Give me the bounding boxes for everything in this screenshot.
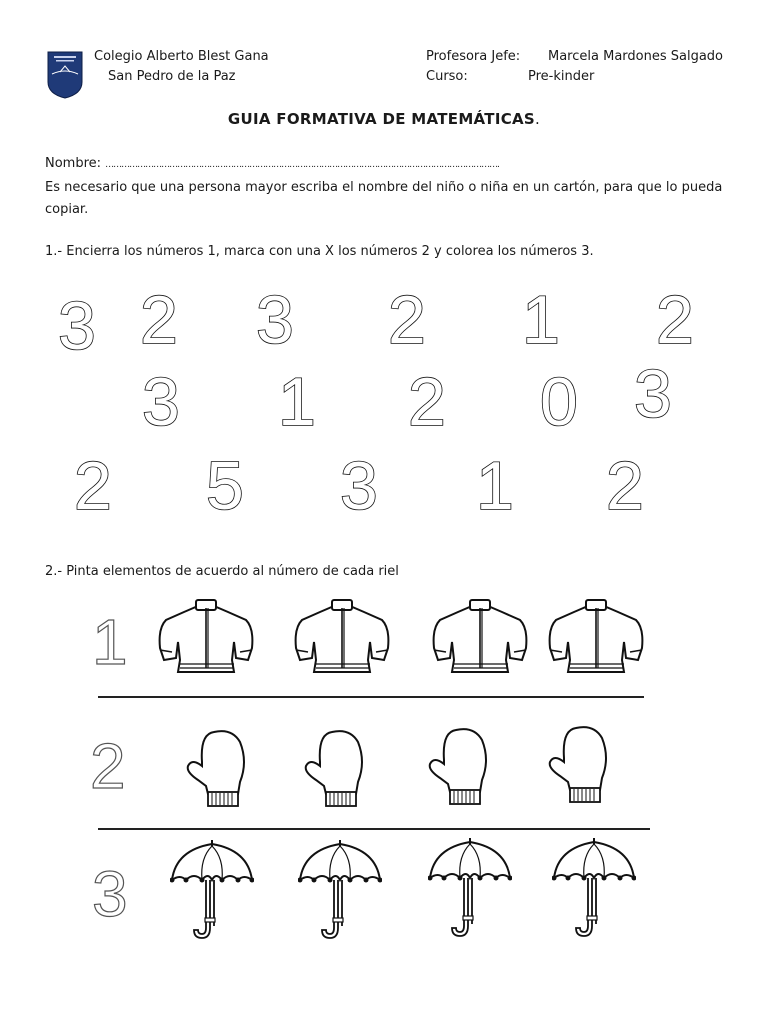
title-period: . [535, 110, 541, 128]
rail-number: 2 [90, 730, 126, 802]
school-city: San Pedro de la Paz [108, 69, 236, 84]
exercise1-instruction: 1.- Encierra los números 1, marca con una X los números 2 y colorea los números 3. [45, 244, 594, 259]
number-item[interactable]: 0 [540, 364, 578, 440]
name-dots[interactable]: …………………………………………………………………………………………………………………………………. [105, 160, 500, 170]
number-item[interactable]: 2 [656, 282, 694, 358]
number-item[interactable]: 1 [476, 448, 514, 524]
rail-line [98, 828, 650, 830]
umbrella-icon[interactable] [428, 836, 512, 940]
rail-number: 3 [92, 858, 128, 930]
name-label: Nombre: [45, 156, 102, 171]
number-item[interactable]: 3 [634, 356, 672, 432]
course-value: Pre-kinder [528, 69, 595, 84]
number-item[interactable]: 2 [606, 448, 644, 524]
umbrella-icon[interactable] [170, 838, 254, 942]
jacket-icon[interactable] [294, 598, 390, 680]
school-logo [46, 50, 84, 100]
course-label: Curso: [426, 69, 468, 84]
number-item[interactable]: 1 [278, 364, 316, 440]
exercise2-instruction: 2.- Pinta elementos de acuerdo al número de cada riel [45, 564, 399, 579]
rail-number: 1 [92, 606, 128, 678]
jacket-icon[interactable] [432, 598, 528, 680]
umbrella-icon[interactable] [552, 836, 636, 940]
teacher-label: Profesora Jefe: [426, 49, 521, 64]
mitten-icon[interactable] [428, 720, 494, 806]
title-text: GUIA FORMATIVA DE MATEMÁTICAS [227, 110, 536, 128]
number-item[interactable]: 3 [142, 364, 180, 440]
number-item[interactable]: 3 [58, 288, 96, 364]
umbrella-icon[interactable] [298, 838, 382, 942]
mitten-icon[interactable] [548, 718, 614, 804]
name-note: Es necesario que una persona mayor escriba el nombre del niño o niña en un cartón, para que lo pueda copiar. [45, 180, 723, 217]
number-item[interactable]: 5 [206, 448, 244, 524]
jacket-icon[interactable] [158, 598, 254, 680]
number-item[interactable]: 2 [74, 448, 112, 524]
teacher-name: Marcela Mardones Salgado [548, 49, 723, 64]
mitten-icon[interactable] [186, 722, 252, 808]
rail-line [98, 696, 644, 698]
page-title [0, 110, 768, 128]
mitten-icon[interactable] [304, 722, 370, 808]
number-item[interactable]: 2 [388, 282, 426, 358]
name-field [45, 153, 725, 176]
number-item[interactable]: 2 [140, 282, 178, 358]
school-name: Colegio Alberto Blest Gana [94, 49, 269, 64]
jacket-icon[interactable] [548, 598, 644, 680]
number-item[interactable]: 3 [256, 282, 294, 358]
number-item[interactable]: 1 [522, 282, 560, 358]
number-item[interactable]: 2 [408, 364, 446, 440]
number-item[interactable]: 3 [340, 448, 378, 524]
